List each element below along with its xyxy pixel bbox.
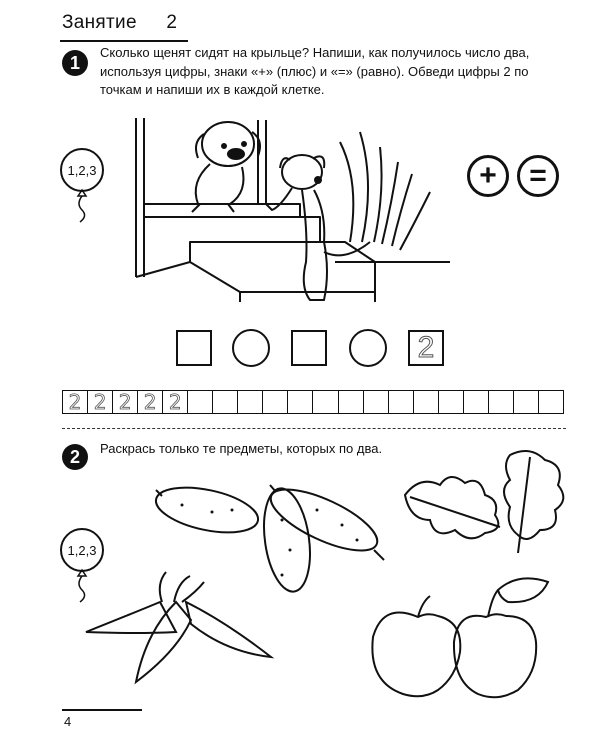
answer-box-1[interactable] <box>176 330 212 366</box>
lesson-label: Занятие <box>62 12 137 33</box>
lesson-title <box>62 12 177 34</box>
tracing-cell[interactable] <box>363 390 388 414</box>
tracing-cell[interactable] <box>287 390 312 414</box>
tracing-cell[interactable]: 2 <box>162 390 187 414</box>
answer-box-2[interactable] <box>291 330 327 366</box>
answer-circle-1[interactable] <box>232 329 270 367</box>
tracing-cell[interactable]: 2 <box>112 390 137 414</box>
apple-illustration <box>368 572 558 712</box>
tracing-cell[interactable] <box>338 390 363 414</box>
balloon-task-1 <box>60 148 110 218</box>
tracing-cell[interactable] <box>438 390 463 414</box>
task-2-badge: 2 <box>62 444 88 470</box>
answer-box-traced[interactable]: 2 <box>408 330 444 366</box>
tracing-cell[interactable] <box>538 390 564 414</box>
answer-circle-2[interactable] <box>349 329 387 367</box>
balloon-label: 1,2,3 <box>67 162 97 178</box>
tracing-cell[interactable] <box>187 390 212 414</box>
carrot-illustration <box>66 572 286 692</box>
balloon-icon <box>60 528 104 572</box>
section-divider <box>62 428 566 429</box>
tracing-cell[interactable] <box>312 390 337 414</box>
puppy-illustration <box>130 112 460 307</box>
tracing-cell[interactable]: 2 <box>62 390 87 414</box>
task-2-text: Раскрась только те предметы, которых по два. <box>100 441 383 456</box>
task-1-badge: 1 <box>62 50 88 76</box>
footer-rule <box>62 709 142 711</box>
title-underline <box>60 40 188 42</box>
tracing-cell[interactable]: 2 <box>137 390 162 414</box>
tracing-cell[interactable] <box>463 390 488 414</box>
balloon-label: 1,2,3 <box>67 542 97 558</box>
leaf-illustration <box>400 445 570 555</box>
tracing-cell[interactable] <box>413 390 438 414</box>
tracing-strip <box>62 390 564 414</box>
tracing-cell[interactable] <box>237 390 262 414</box>
tracing-cell[interactable]: 2 <box>87 390 112 414</box>
plus-icon: + <box>467 155 509 197</box>
tracing-cell[interactable] <box>488 390 513 414</box>
task-1-text: Сколько щенят сидят на крыльце? Напиши, как получилось число два, используя цифры, знаки «+» (плюс) и «=» (равно). Обведи цифры 2 по точкам и напиши их в каждой клетке. <box>100 45 530 97</box>
tracing-cell[interactable] <box>513 390 538 414</box>
page-number: 4 <box>64 714 72 729</box>
equals-icon: = <box>517 155 559 197</box>
balloon-icon <box>60 148 104 192</box>
lesson-number: 2 <box>166 12 178 33</box>
tracing-cell[interactable] <box>212 390 237 414</box>
balloon-string-icon <box>60 190 110 220</box>
tracing-cell[interactable] <box>262 390 287 414</box>
tracing-cell[interactable] <box>388 390 413 414</box>
